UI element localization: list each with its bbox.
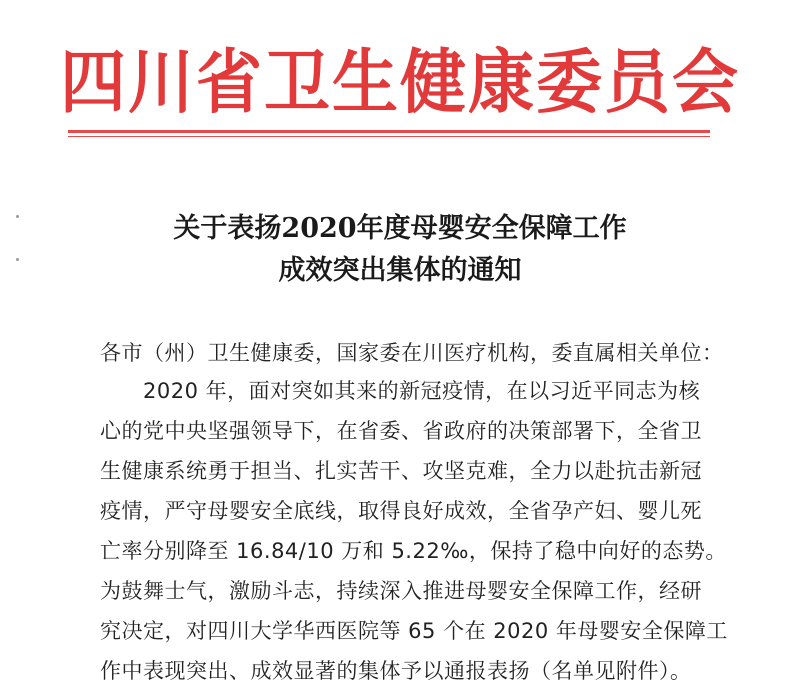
body-line: 作中表现突出、成效显著的集体予以通报表扬（名单见附件）。 xyxy=(100,659,692,683)
body-line: 亡率分别降至 16.84/10 万和 5.22‰，保持了稳中向好的态势。 xyxy=(100,539,727,563)
body-line: 生健康系统勇于担当、扎实苦干、攻坚克难，全力以赴抗击新冠 xyxy=(100,459,702,483)
scan-mark xyxy=(16,215,19,218)
header-rule-thin xyxy=(68,136,710,137)
header-rule-thick xyxy=(68,130,710,133)
body-line: 疫情，严守母婴安全底线，取得良好成效，全省孕产妇、婴儿死 xyxy=(100,499,702,523)
scan-mark xyxy=(16,258,19,261)
body-line: 2020 年，面对突如其来的新冠疫情，在以习近平同志为核 xyxy=(143,379,701,403)
body-line: 心的党中央坚强领导下，在省委、省政府的决策部署下，全省卫 xyxy=(100,419,702,443)
document-title-line2: 成效突出集体的通知 xyxy=(278,255,522,286)
organization-header: 四川省卫生健康委员会 xyxy=(60,41,740,123)
body-line: 究决定，对四川大学华西医院等 65 个在 2020 年母婴安全保障工 xyxy=(100,619,728,643)
document-title-line1: 关于表扬2020年度母婴安全保障工作 xyxy=(173,213,627,244)
salutation: 各市（州）卫生健康委，国家委在川医疗机构，委直属相关单位： xyxy=(100,341,724,365)
body-line: 为鼓舞士气，激励斗志，持续深入推进母婴安全保障工作，经研 xyxy=(100,579,702,603)
